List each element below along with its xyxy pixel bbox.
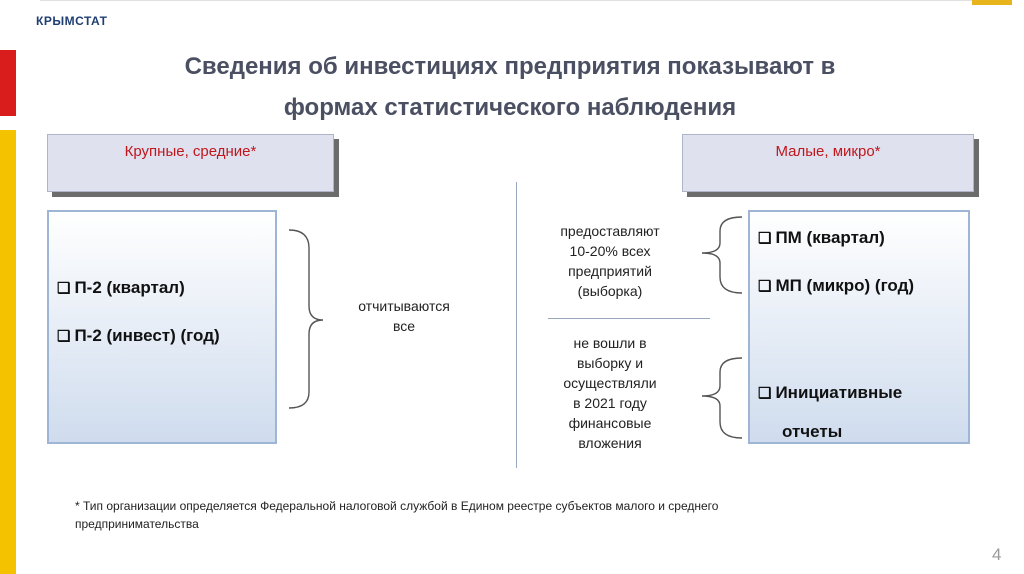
note-line: в 2021 году <box>573 395 647 411</box>
note-line: (выборка) <box>577 283 643 299</box>
small-micro-forms-box <box>748 210 970 444</box>
small-micro-header <box>682 134 974 192</box>
checkbox-icon: ❑ <box>758 230 772 247</box>
footnote-line-1: * Тип организации определяется Федеральной налоговой службой в Едином реестре субъектов малого и среднего <box>75 499 719 513</box>
right-curly-brace <box>287 228 327 412</box>
form-item-initiative-reports <box>758 374 902 451</box>
form-item-label: ПМ (квартал) <box>775 228 885 247</box>
note-line: 10-20% всех <box>569 243 651 259</box>
sample-note <box>535 221 685 301</box>
top-rule <box>40 0 1005 1</box>
checkbox-icon: ❑ <box>758 278 772 295</box>
checkbox-icon: ❑ <box>57 328 71 345</box>
yellow-side-stripe <box>0 130 16 574</box>
note-line: предприятий <box>568 263 652 279</box>
form-item-label: МП (микро) (год) <box>775 276 915 295</box>
form-item-label: П-2 (инвест) (год) <box>74 326 220 345</box>
all-report-note <box>334 296 474 336</box>
note-line: не вошли в <box>573 335 647 351</box>
note-line: отчитываются <box>358 298 450 314</box>
left-curly-brace-lower <box>698 356 746 440</box>
vertical-divider <box>516 182 517 468</box>
note-line: финансовые <box>568 415 652 431</box>
form-item-p2-invest-year <box>57 326 220 346</box>
form-item-label: П-2 (квартал) <box>74 278 185 297</box>
page-number: 4 <box>992 545 1002 564</box>
note-line: все <box>392 318 416 334</box>
small-micro-header-label: Малые, микро* <box>775 143 881 160</box>
form-item-p2-quarter <box>57 278 185 298</box>
note-line: осуществляли <box>563 375 657 391</box>
large-medium-header-label: Крупные, средние* <box>124 143 257 160</box>
brand-logo-text: КРЫМСТАТ <box>36 14 108 28</box>
left-curly-brace-upper <box>698 215 746 295</box>
note-line: предоставляют <box>560 223 660 239</box>
checkbox-icon: ❑ <box>57 280 71 297</box>
top-accent-bar <box>972 0 1012 5</box>
slide-title-line-2: формах статистического наблюдения <box>283 94 737 121</box>
form-item-label: Инициативные <box>775 383 903 402</box>
footnote-line-2: предпринимательства <box>75 517 199 531</box>
slide-title-line-1: Сведения об инвестициях предприятия показывают в <box>184 53 836 80</box>
large-medium-header <box>47 134 334 192</box>
form-item-label-continued: отчеты <box>782 422 843 441</box>
note-line: вложения <box>578 435 642 451</box>
checkbox-icon: ❑ <box>758 385 772 402</box>
form-item-mp-micro-year <box>758 276 914 296</box>
slide-title <box>60 46 960 128</box>
note-line: выборку и <box>576 355 644 371</box>
horizontal-divider <box>548 318 710 319</box>
footnote <box>75 497 915 533</box>
form-item-pm-quarter <box>758 228 885 248</box>
initiative-note <box>535 333 685 453</box>
red-side-stripe <box>0 50 16 116</box>
large-medium-forms-box <box>47 210 277 444</box>
